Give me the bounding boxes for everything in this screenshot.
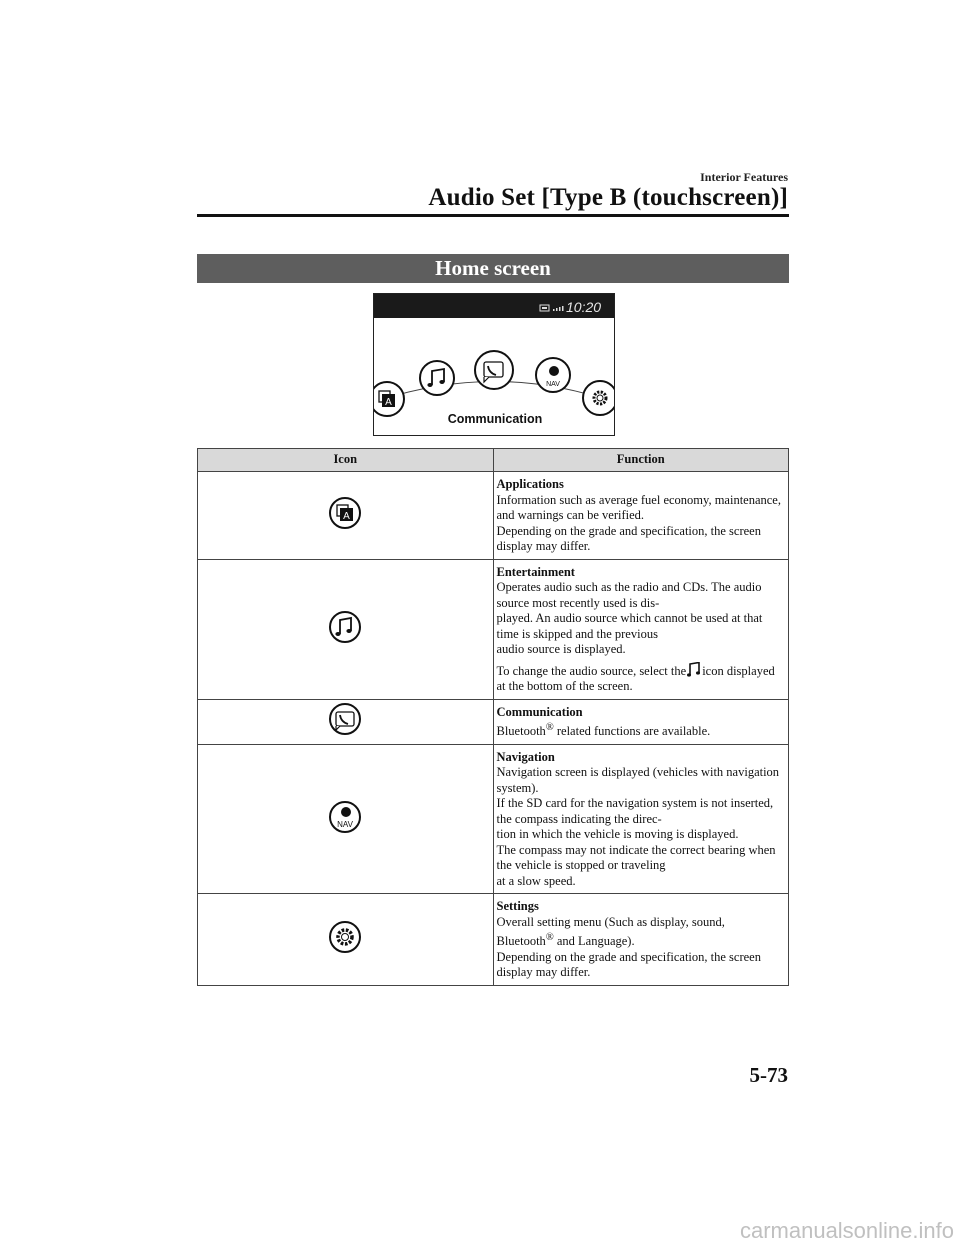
watermark: carmanualsonline.info — [739, 1218, 954, 1243]
function-column-header: Function — [493, 449, 789, 472]
function-table — [197, 448, 789, 986]
table-row — [198, 559, 789, 699]
section-label: Interior Features — [700, 170, 788, 184]
page-number: 5-73 — [749, 1063, 788, 1087]
settings-icon[interactable] — [583, 381, 614, 415]
navigation-icon[interactable] — [536, 358, 570, 392]
gear-icon — [328, 920, 362, 954]
function-description: tion in which the vehicle is moving is displayed. — [496, 827, 739, 842]
function-description: Operates audio such as the radio and CDs. The audio source most recently used is dis- — [496, 580, 762, 610]
function-name: Entertainment — [496, 564, 575, 579]
music-note-icon — [328, 610, 362, 644]
home-screen-banner: Home screen — [197, 254, 789, 283]
function-description: Navigation screen is displayed (vehicles with navigation system). — [496, 765, 780, 795]
table-row — [198, 744, 789, 894]
clock-time: 10:20 — [566, 299, 602, 315]
svg-text:NAV: NAV — [337, 819, 354, 829]
svg-text:A: A — [343, 511, 351, 522]
function-note: To change the audio source, select the icon displayed at the bottom of the screen. — [496, 663, 775, 693]
function-description: Overall setting menu (Such as display, sound, Bluetooth® and Language). — [496, 914, 725, 949]
function-name: Applications — [496, 477, 564, 491]
function-description: Bluetooth® related functions are available. — [496, 722, 711, 739]
home-screen-illustration — [373, 293, 615, 436]
function-description: at a slow speed. — [496, 873, 576, 888]
table-row — [198, 472, 789, 560]
applications-icon[interactable] — [374, 382, 404, 416]
function-description: Depending on the grade and specification, the screen display may differ. — [496, 523, 761, 553]
header-divider — [197, 214, 789, 217]
page-title: Audio Set [Type B (touchscreen)] — [428, 184, 788, 211]
function-description: The compass may not indicate the correct bearing when the vehicle is stopped or traveling — [496, 842, 776, 873]
function-description: played. An audio source which cannot be used at that time is skipped and the previous — [496, 611, 763, 641]
function-description: audio source is displayed. — [496, 642, 626, 656]
icon-column-header: Icon — [198, 449, 494, 472]
function-description: If the SD card for the navigation system is not inserted, the compass indicating the direc- — [496, 796, 774, 826]
function-description: Depending on the grade and specification, the screen display may differ. — [496, 949, 761, 980]
applications-icon — [328, 496, 362, 530]
table-row — [198, 894, 789, 986]
svg-text:NAV: NAV — [546, 381, 560, 388]
function-description: Information such as average fuel economy, maintenance, and warnings can be verified. — [496, 492, 781, 522]
table-row — [198, 699, 789, 744]
selected-item-label: Communication — [447, 412, 543, 426]
function-name: Settings — [496, 899, 539, 914]
function-name: Navigation — [496, 749, 555, 764]
phone-icon — [328, 702, 362, 736]
function-name: Communication — [496, 704, 583, 719]
music-note-icon — [687, 662, 701, 678]
svg-text:A: A — [385, 397, 392, 408]
communication-icon[interactable] — [475, 351, 513, 389]
entertainment-icon[interactable] — [420, 361, 454, 395]
nav-icon — [328, 800, 362, 834]
